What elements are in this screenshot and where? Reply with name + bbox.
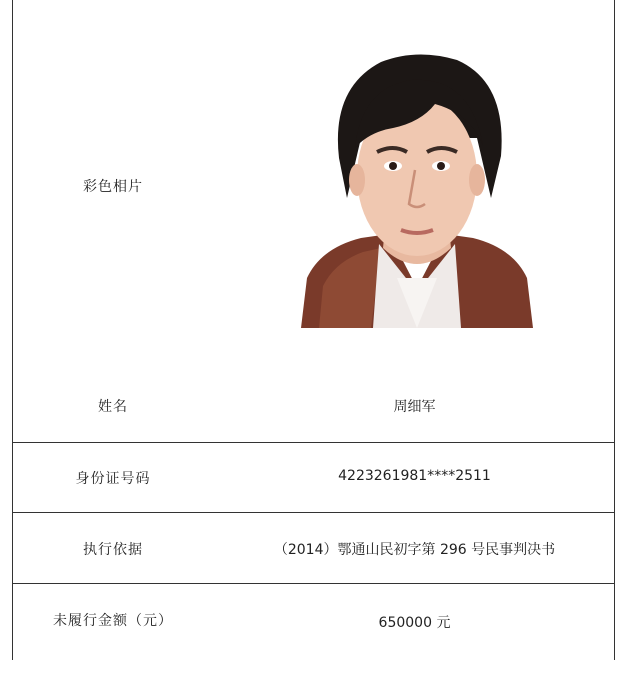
debtor-info-table [12, 0, 615, 660]
id-number-label: 身份证号码 [75, 471, 151, 487]
row-id-number [13, 442, 614, 513]
name-label: 姓名 [98, 399, 128, 415]
portrait-photo [301, 48, 533, 328]
row-basis [13, 513, 614, 584]
basis-value: （2014）鄂通山民初字第 296 号民事判决书 [273, 542, 556, 558]
amount-value: 650000 元 [378, 615, 451, 631]
basis-label: 执行依据 [83, 542, 143, 558]
row-photo-name [13, 0, 614, 443]
portrait-illustration [301, 48, 533, 328]
photo-label: 彩色相片 [83, 179, 143, 195]
amount-label: 未履行金额（元） [53, 613, 173, 629]
id-number-value: 4223261981****2511 [338, 468, 491, 484]
name-value: 周细军 [393, 399, 436, 415]
row-amount [13, 584, 614, 660]
